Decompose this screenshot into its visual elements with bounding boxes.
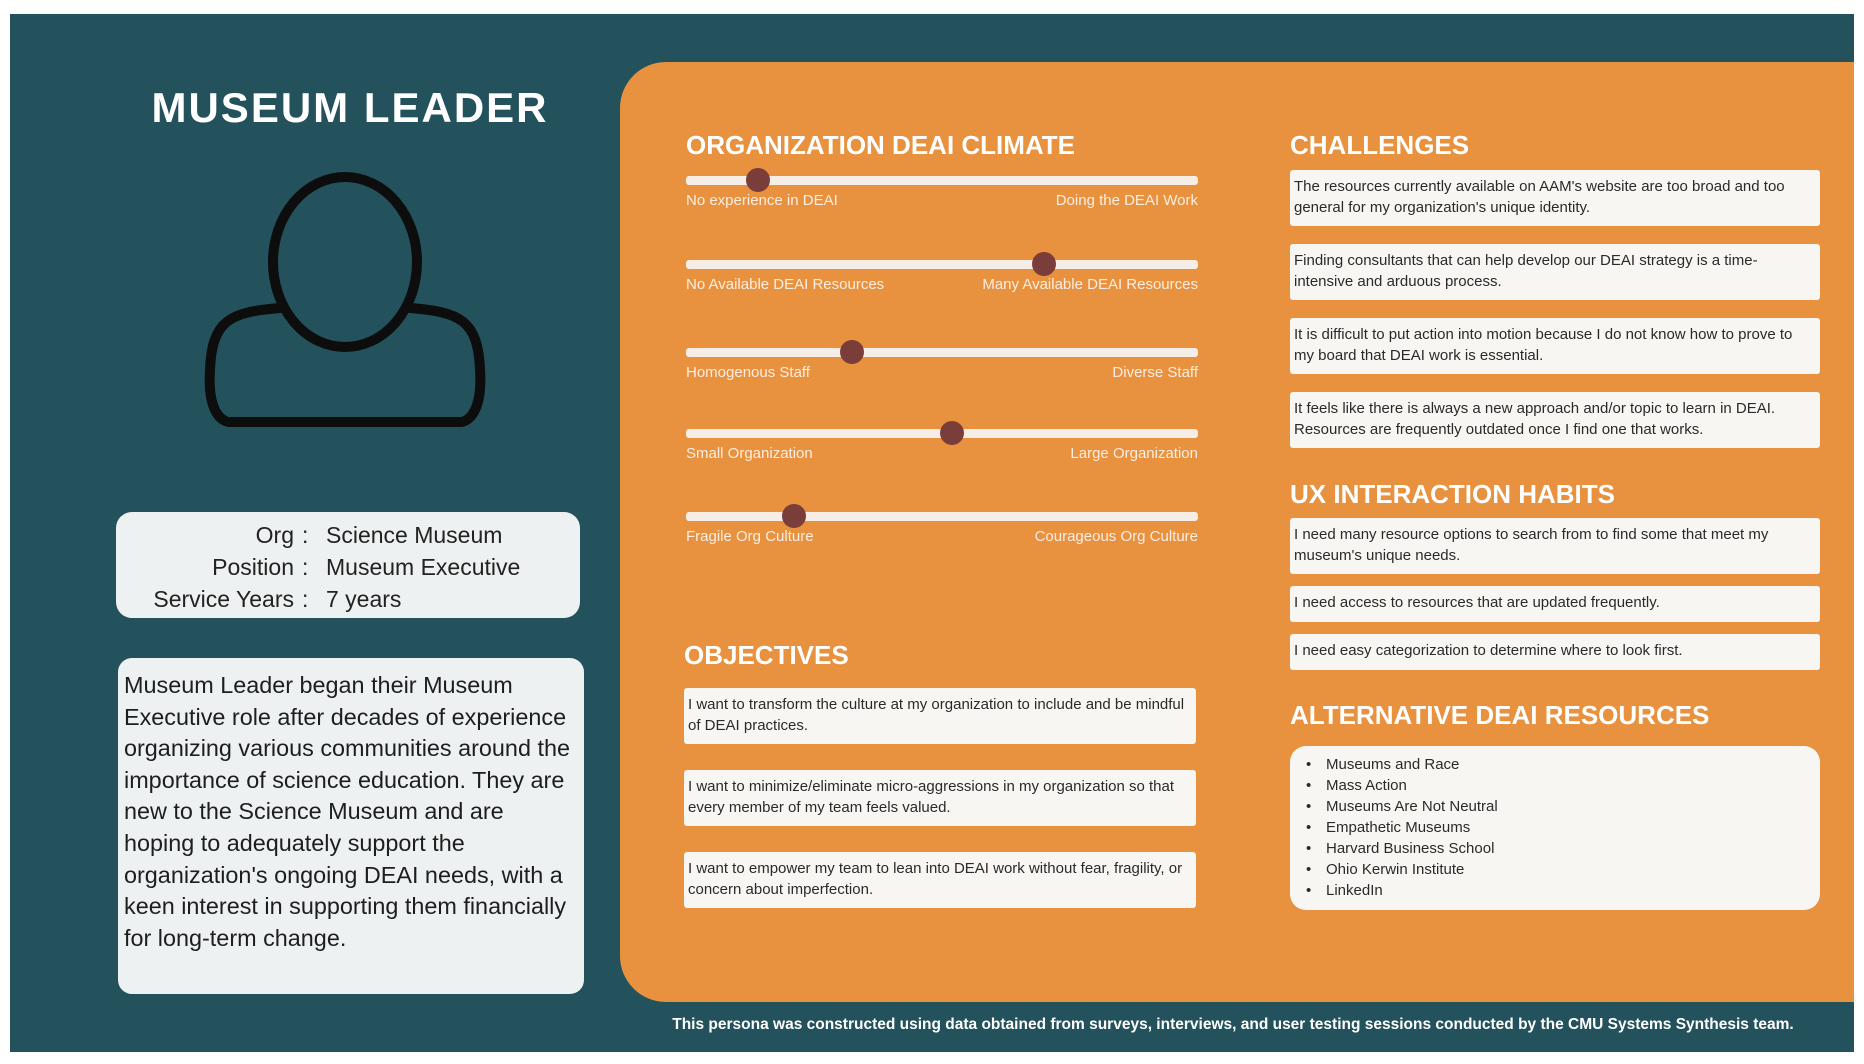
climate-slider-resources (686, 260, 1198, 300)
ux-habit-item: I need access to resources that are updated frequently. (1290, 586, 1820, 622)
slider-knob (782, 504, 806, 528)
slider-right-label: Doing the DEAI Work (1055, 192, 1198, 209)
resources-heading: ALTERNATIVE DEAI RESOURCES (1290, 700, 1710, 730)
ux-habit-item: I need many resource options to search from to find some that meet my museum's unique needs. (1290, 518, 1820, 574)
info-separator: : (302, 554, 309, 580)
challenges-heading: CHALLENGES (1290, 130, 1470, 160)
slider-knob (940, 421, 964, 445)
resource-item: • LinkedIn (1302, 880, 1820, 901)
climate-heading: ORGANIZATION DEAI CLIMATE (686, 130, 1076, 160)
resource-item: • Mass Action (1302, 775, 1820, 796)
slider-right-label: Courageous Org Culture (1034, 528, 1198, 545)
slider-left-label: Small Organization (686, 445, 813, 462)
climate-slider-staff-diversity (686, 348, 1198, 388)
challenge-item: It feels like there is always a new approach and/or topic to learn in DEAI. Resources are frequently outdated once I find one that works. (1290, 392, 1820, 448)
slider-right-label: Diverse Staff (1112, 364, 1198, 381)
persona-bio: Museum Leader began their Museum Executive role after decades of experience organizing various communities around the importance of science education. They are new to the Science Museum and are hoping to adequately support the organization's ongoing DEAI needs, with a keen interest in supporting them financially for long-term change. (118, 658, 584, 994)
slider-left-label: Fragile Org Culture (686, 528, 814, 545)
info-row-org (116, 522, 580, 554)
objective-item: I want to empower my team to lean into DEAI work without fear, fragility, or concern about imperfection. (684, 852, 1196, 908)
info-row-position (116, 554, 580, 586)
person-outline-icon (200, 170, 500, 490)
slider-knob (1032, 252, 1056, 276)
objective-item: I want to transform the culture at my organization to include and be mindful of DEAI practices. (684, 688, 1196, 744)
info-value: Museum Executive (326, 554, 521, 580)
slider-left-label: Homogenous Staff (686, 364, 810, 381)
resource-item: • Harvard Business School (1302, 838, 1820, 859)
ux-habits-heading: UX INTERACTION HABITS (1290, 479, 1615, 509)
resource-item: • Museums and Race (1302, 754, 1820, 775)
footer-note: This persona was constructed using data obtained from surveys, interviews, and user testing sessions conducted by the CMU Systems Synthesis team. (672, 1016, 1794, 1033)
resource-item: • Empathetic Museums (1302, 817, 1820, 838)
info-value: Science Museum (326, 522, 503, 548)
info-row-service-years (116, 586, 580, 618)
info-label: Service Years (153, 586, 294, 612)
info-separator: : (302, 522, 309, 548)
climate-slider-org-size (686, 429, 1198, 469)
info-label: Org (255, 522, 294, 548)
slider-knob (840, 340, 864, 364)
resource-item: • Ohio Kerwin Institute (1302, 859, 1820, 880)
challenge-item: Finding consultants that can help develop our DEAI strategy is a time-intensive and arduous process. (1290, 244, 1820, 300)
climate-slider-org-culture (686, 512, 1198, 552)
info-value: 7 years (326, 586, 402, 612)
info-separator: : (302, 586, 309, 612)
slider-knob (746, 168, 770, 192)
info-label: Position (212, 554, 294, 580)
challenge-item: It is difficult to put action into motion because I do not know how to prove to my board that DEAI work is essential. (1290, 318, 1820, 374)
objective-item: I want to minimize/eliminate micro-aggressions in my organization so that every member of my team feels valued. (684, 770, 1196, 826)
climate-slider-deai-experience (686, 176, 1198, 216)
objectives-heading: OBJECTIVES (684, 640, 849, 670)
slider-track (686, 348, 1198, 357)
slider-right-label: Large Organization (1070, 445, 1198, 462)
persona-info-card (116, 512, 580, 618)
slider-track (686, 260, 1198, 269)
ux-habit-item: I need easy categorization to determine where to look first. (1290, 634, 1820, 670)
slider-left-label: No experience in DEAI (686, 192, 838, 209)
slider-right-label: Many Available DEAI Resources (982, 276, 1198, 293)
slider-track (686, 512, 1198, 521)
challenge-item: The resources currently available on AAM's website are too broad and too general for my organization's unique identity. (1290, 170, 1820, 226)
resources-list (1290, 746, 1820, 910)
resource-item: • Museums Are Not Neutral (1302, 796, 1820, 817)
slider-left-label: No Available DEAI Resources (686, 276, 885, 293)
persona-title: MUSEUM LEADER (151, 84, 549, 131)
